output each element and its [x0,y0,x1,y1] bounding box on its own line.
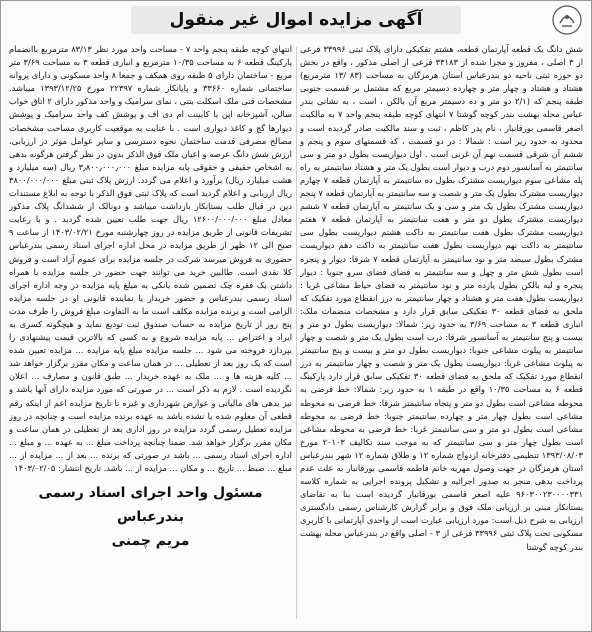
judiciary-seal-icon [551,4,583,36]
signature-block [9,481,292,553]
notice-columns [9,43,583,621]
right-column [300,43,583,621]
signature-office: مسئول واحد اجرای اسناد رسمی بندرعباس [38,485,263,526]
signature-name: مریم چمنی [111,533,190,550]
left-column [9,43,292,621]
notice-title: آگهی مزایده اموال غیر منقول [131,6,461,34]
right-column-text: شش دانگ یک قطعه آپارتمان قطعه، هشتم تفکیکی دارای پلاک ثبتی ۳۳۹۹۶ فرعی از ۳ اصلی ، مفروز و مجزا شده از ۳۳۱۸۳ فرعی از اصلی مذکور ، واقع در بخش دو حوزه ثبتی ناحیه دو بندرعباس استان هرمزگان به مساحت (۸۳ /۱۳ مترمربع) هشتاد و هشتاد و چهار متر و چهارده دسیمتر مربع که مشتمل بر قسمت جنوبی طبقه پنجم که (۲/۱ دو متر و ده دسیمتر مربع آن بالکن ، است ، به نشانی بندر عباس محله بهشت بندر کوچه گوشتا ۷ انتهای کوچه طبقه پنجم واحد ۷ به مالکیت اصغر قاسمی بورقانبار ، نام پدر کاظم ، ثبت و سند مالکیت صادر گردیده است و محدود به حدود زیر است : شمالا : در دو قسمت ، که قسمتهای سوم و پنجم و ششم آن شرقی قسمت نهم آن غربی است . اول دیواریست بطول دو متر و سی سانتیمتر به آسانسور دوم درب و دیوار است بطول یک متر و هشتاد سانتیمتر به راه پله مشاعی سوم دیواریست مشترک بطول ده سانتیمتر به آپارتمان قطعه ۷ چهارم دیواریست مشترک بطول یک متر و شصت و سه سانتیمتر به آپارتمان قطعه ۷ پنجم دیواریست مشترک بطول یک متر و سی و یک سانتیمتر به آپارتمان قطعه ۷ ششم دیواریست مشترک بطول دو متر و هفت سانتیمتر به آپارتمان قطعه ۷ هفتم دیواریست مشترک بطول هفت سانتیمتر به داکت هشتم دیواریست بطول سی سانتیمتر به داکت نهم دیواریست بطول هفت سانتیمتر به داکت دهم دیواریست مشترک بطول سیصد متر و نود سانتیمتر به آپارتمان قطعه ۷ شرقا: دیوار و پنجره است بطول شش متر و چهل و سه سانتیمتر به فضای فضای سرو جنوبا : دیوار پنجره و لبه بالکن بطول یازده متر و نود سانتیمتر به فضای حیاط مشاعی غربا : دیواریست بطول هفت متر و هشتاد و چهار سانتیمتر به درز انقطاع مورد تفکیک که ملحق به فضای قطعه ۳۰ تفکیکی سابق قرار دارد و مشخصات منضمات ملک: انباری قطعه ۳ به مساحت ۳/۶۹ به حدود زیر: شمالا: دیواریست بطول دو متر و بیست و پنج سانتیمتر به آسانسور شرقا: درب است بطول یک متر و شصت و چهار سانتیمتر به پیلوت مشاعی جنوبا: دیواریست بطول دو متر و بیست و پنج سانتیمتر به پیلوت مشاعی غربا: دیواریست بطول یک متر و شصت و چهار سانتیمتر به درز انقطاع مورد تفکیک که ملحق به فضای قطعه ۳۰ تفکیکی سابق قرار دارد پارکینگ قطعه ۶ به مساحت ۱۰/۳۵ واقع در طبقه ۱ به حدود زیر: شمالا: خط فرضی به محوطه مشاعی است بطول دو متر و پنجاه سانتیمتر شرقا: خط فرضی به محوطه مشاعی است بطول چهار متر و چهارده سانتیمتر جنوبا: خط فرضی به محوطه مشاعی است بطول دو متر و سی سانتیمتر غربا: خط فرضی به محوطه مشاعی است بطول چهار متر و سی سانتیمتر که به موجب سند تکالیف ۲۰۱۰۳ مورخ ۱۳۹۳/۰۸/۰۳ تنظیمی دفترخانه ازدواج شماره ۱۲ و طلاق شماره ۱۲ شهر بندرعباس استان هرمزگان در جهت وصول مهریه خانم فاطمه قاسمی بورقانبار به علت عدم پرداخت بدهی منجر به صدور اجرائیه و تشکیل پرونده اجرایی به شماره کلاسه ۹۶۰۳۰۰۲۳۰۰۰۰۳۳۱ علیه اصغر قاسمی بورقانبار گردیده است بنا به تقاضای بستانکار مبنی بر ارزیابی ملک فوق و برابر گزارش کارشناس رسمی دادگستری ارزیابی به شرح ذیل است: مورد ارزیابی عبارت است از واحدی آپارتمانی با کاربری مسکونی تحت پلاک ثبتی ۳۳۹۹۶ فرعی از ۳ - اصلی واقع در بندرعباس محله بهشت بندر کوچه گوشتا [300,44,583,552]
notice-header [1,1,591,37]
left-column-text: انتهای کوچه طبقه پنجم واحد ۷ - مساحت واحد مورد نظر ۸۳/۱۳ مترمربع باانضمام پارکینگ قطعه ۶ به مساحت ۱۰/۳۵ مترمربع و انباری قطعه ۳ به مساحت ۳/۶۹ متر مربع - ساختمان دارای ۵ طبقه روی همکف و جمعا ۸ واحد مسکونی و دارای پروانه ساختمانی شماره ۳۳۶۶۰ و پایانکار شماره ۲۲۳۹۷ مورخ ۱۳۹۳/۱۲/۲۵ میباشد. مشخصات فنی ملک اسکلت بتنی ، نمای سرامیک و واحد مذکور دارای ۲ اتاق خواب سالن، آشپزخانه اپن با کابینت ام دی اف و پوشش کف واحد سرامیک و پوشش دیوارها گچ و کاغذ دیواری است . با عنایت به موقعیت کاربری مساحت مشخصات مصالح مصرفی قدمت ساختمان نحوه دسترسی و سایر عوامل موثر در ارزیابی، ارزش شش دانگ عرصه و اعیان ملک فوق الذکر بدون در نظر گرفتن هرگونه بدهی به اشخاص حقیقی و حقوقی پایه مزایده مبلغ ۳٫۸۰۰٫۰۰۰٫۰۰۰ ریال (سه میلیارد و هشت میلیارد ریال) برآورد و اعلام می گردد. ارزش پلاک ثبتی مبلغ ۳۸۰۰/۰۰۰/۰۰۰ ریال ارزیابی و اعلام گردید است که پلاک ثبتی فوق الذکر با توجه به ابلاغ مستندات دین در قبال طلب بستانکار بازداشت میباشد و دونالک از ششدانگ پلاک مذکور معادل مبلغ ۱۲۶۰۰/۰۰۰/۰۰۰ ریال جهت طلب تعیین شده گردید . و با رعایت تشریفات قانونی از طریق مزایده در روز چهارشنبه مورخ ۱۴۰۳/۰۲/۲۱ از ساعت ۹ صبح الی ۱۲ ظهر از طریق مزایده در محل اداره اجرای اسناد رسمی بندرعباس حضوری به فروش میرسد شرکت در جلسه مزایده برای عموم آزاد است و فروش کلا نقدی است. طالبین خرید می توانند جهت حضور در جلسه مزایده با همراه داشتن یک فقره چک تضمین شده بانکی به مبلغ پایه مزایده در وجه اداره اجرای اسناد رسمی بندرعباس و حضور خریدار یا نماینده قانونی او در جلسه مزایده الزامی است و برنده مزایده مکلف است ما به التفاوت مبلغ فروش را ظرف مدت پنج روز از تاریخ مزایده به حساب صندوق ثبت تودیع نماید و هیچگونه کسری به ایراد و اعتراض ... پایه مزایده شروع و به کسی که بالاترین قیمت پیشنهادی را بپردازد فروخته می شود ... جلسه مزایده مبلغ پایه مزایده ... مزایده تعیین شده است که یک روز بعد از تعطیلی ... در همان ساعت و مکان مقرر برگزار خواهد شد ... کلیه هزینه ها و ... ملک به عهده خریدار ... طبق قانون و مصارف ... اعلان نگردیده است . لازم به ذکر است ... در صورتی که مورد مزایده دارای آنها باشد و نیز بدهی های مالیاتی و عوارض شهرداری و غیره تا تاریخ مزایده اعم از اینکه رقم قطعی آن معلوم شده یا نشده باشد به عهده برنده مزایده است و چنانچه در روز مزایده تعطیل رسمی گردد مزایده در روز اداری بعد از تعطیلی در همان ساعت و مکان مقرر برگزار خواهد شد. ضمنا چنانچه پرداخت مبلغ ... به عهده ... و مبلغ ... اداره اجرای اسناد رسمی ... باشد در صورتی که برنده ... بعد از ... مزایده از ... مبلغ ... ضبط ... تاریخ ... و مکان ... مزایده از ... باشد. تاریخ انتشار: ۱۴۰۳/۰۲/۰۵ [9,44,292,473]
